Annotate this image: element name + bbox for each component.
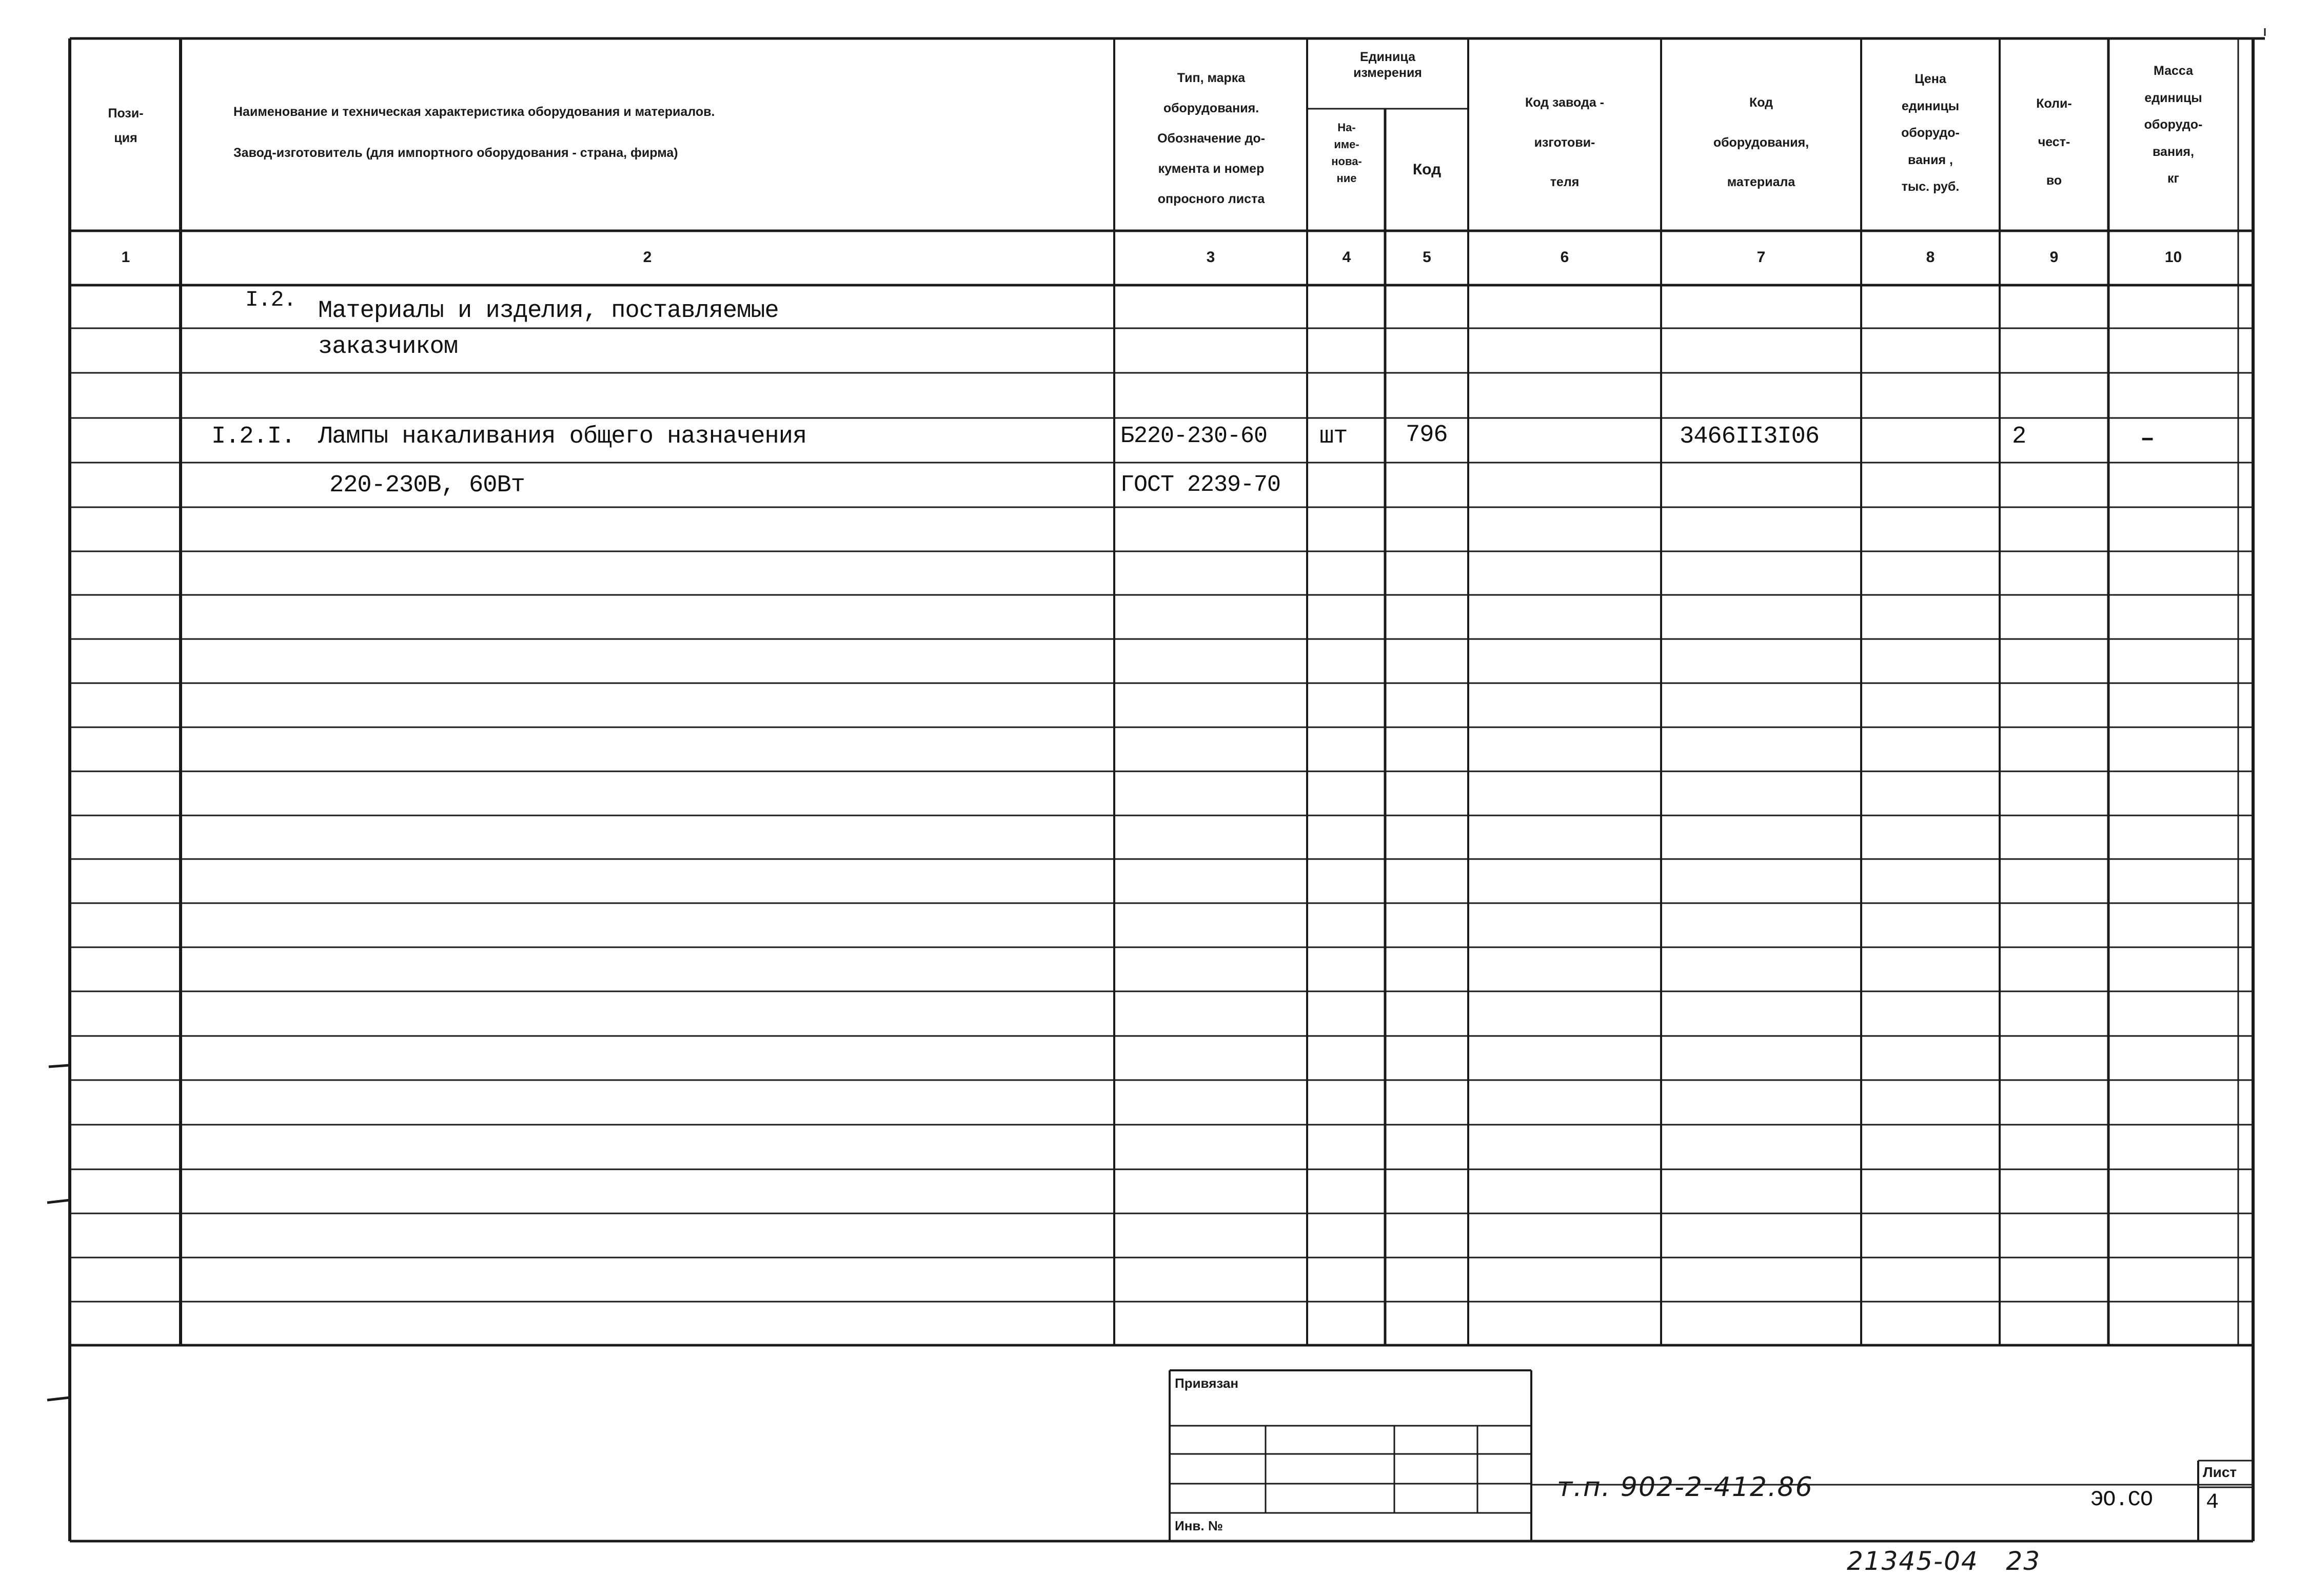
title-block bbox=[70, 1370, 2253, 1541]
header-unit-name: На- име- нова- ние bbox=[1331, 121, 1362, 185]
item-equipment-code: 3466II3I06 bbox=[1680, 423, 1820, 450]
header-position: Пози- ция bbox=[108, 106, 144, 145]
stamp-project-code: т.п. 902-2-412.86 bbox=[1557, 1472, 1813, 1503]
section-number: I.2. bbox=[245, 287, 297, 312]
section-title-line2: заказчиком bbox=[318, 333, 458, 361]
item-unit-code: 796 bbox=[1406, 422, 1448, 449]
column-number: 5 bbox=[1423, 249, 1431, 266]
column-number: 8 bbox=[1926, 249, 1935, 266]
column-number: 7 bbox=[1757, 249, 1766, 266]
column-number: 3 bbox=[1206, 249, 1215, 266]
item-position: I.2.I. bbox=[211, 423, 295, 450]
item-type-line2: ГОСТ 2239-70 bbox=[1120, 472, 1281, 498]
header-manufacturer-code: Код завода - изготови- теля bbox=[1525, 95, 1605, 189]
stamp-section-code: ЭО.СО bbox=[2090, 1487, 2153, 1512]
item-quantity: 2 bbox=[2012, 423, 2026, 450]
footer-handwritten-number: 21345-04 23 bbox=[1847, 1546, 2041, 1576]
header-mass: Масса единицы оборудо- вания, кг bbox=[2144, 64, 2203, 186]
item-type-line1: Б220-230-60 bbox=[1120, 423, 1268, 449]
header-equipment-code: Код оборудования, материала bbox=[1713, 95, 1809, 189]
column-number: 2 bbox=[643, 249, 652, 266]
item-mass: – bbox=[2140, 426, 2155, 453]
header-type: Тип, марка оборудования. Обозначение до- кумента и номер опросного листа bbox=[1157, 71, 1265, 206]
header-price: Цена единицы оборудо- вания , тыс. руб. bbox=[1901, 72, 1960, 194]
section-title-line1: Материалы и изделия, поставляемые bbox=[318, 297, 779, 325]
header-unit-group: Единица измерения bbox=[1353, 50, 1422, 81]
item-unit-name: шт bbox=[1319, 423, 1348, 450]
item-name-line2: 220-230В, 60Вт bbox=[329, 472, 525, 499]
column-number: 10 bbox=[2164, 249, 2182, 266]
header-name: Наименование и техническая характеристика оборудования и материалов. Завод-изготовитель (для импортного оборудования - страна, фирма) bbox=[233, 105, 715, 160]
stamp-sheet-label: Лист bbox=[2203, 1464, 2237, 1480]
stamp-inv-label: Инв. № bbox=[1175, 1518, 1223, 1533]
stamp-bound-label: Привязан bbox=[1175, 1375, 1239, 1391]
stamp-sheet-number: 4 bbox=[2206, 1490, 2219, 1514]
column-number: 4 bbox=[1342, 249, 1351, 266]
header-quantity: Коли- чест- во bbox=[2036, 96, 2072, 188]
column-number: 1 bbox=[121, 249, 130, 266]
column-number: 6 bbox=[1560, 249, 1569, 266]
header-unit-code: Код bbox=[1412, 161, 1442, 178]
margin-marks bbox=[47, 1065, 70, 1400]
column-number: 9 bbox=[2049, 249, 2059, 266]
item-name-line1: Лампы накаливания общего назначения bbox=[318, 423, 807, 450]
